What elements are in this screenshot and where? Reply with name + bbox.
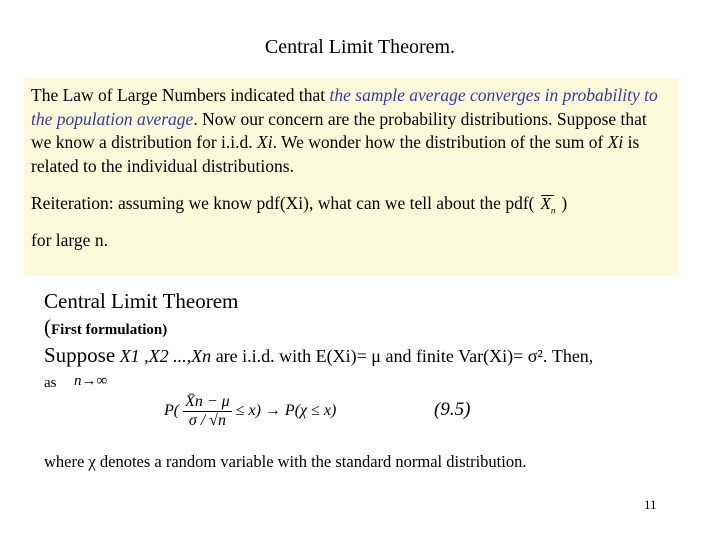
xbar-n-symbol: $X_n$ [540,194,556,216]
page-number: 11 [644,497,657,512]
theorem-heading: Central Limit Theorem [44,289,239,313]
intro-text-b: . Now our concern are the probability distributions. Suppose that we know a distribution for i.i.d. [31,108,647,152]
reiteration-text: Reiteration: assuming we know pdf(Xi), what can we tell about the pdf( [31,193,535,213]
theorem-statement [44,343,593,368]
iid-variables: X1 ,X2 ...,Xn [119,346,212,366]
intro-text-a: The Law of Large Numbers indicated that [31,85,330,105]
intro-var-xi: Xi [257,132,273,152]
suppose-conditions: are i.i.d. with E(Xi)= μ and finite Var(Xi)= σ². Then, [215,346,594,366]
limit-expression: n→∞ [74,373,108,389]
formula-rhs: ≤ x) → P(χ ≤ x) [235,402,337,420]
reiteration-line [31,193,567,215]
large-n-text: for large n. [31,230,108,250]
formula-p-open: P( [164,402,180,420]
equation-number: (9.5) [434,399,471,420]
slide-title: Central Limit Theorem. [264,36,456,58]
where-text: where χ denotes a random variable with the standard normal distribution. [44,452,527,471]
formula-numerator: X̄n − μ [185,393,230,410]
formulation-label: (First formulation) [44,315,168,339]
formulation-text: First formulation) [51,322,168,338]
suppose-word: Suppose [44,343,116,367]
formula-denominator: σ / √n [188,412,226,429]
intro-paragraph [31,84,671,178]
intro-text-c: . We wonder how the distribution of the sum of [272,132,604,152]
intro-emphasis: the sample average converges in probability to the population average [31,85,658,129]
reiteration-close: ) [561,193,568,213]
clt-formula [164,393,336,430]
formula-fraction [183,393,232,430]
as-word: as [44,375,57,391]
intro-var-xi-2: Xi [607,132,624,152]
intro-text-d: is related to the individual distributions. [31,132,640,176]
